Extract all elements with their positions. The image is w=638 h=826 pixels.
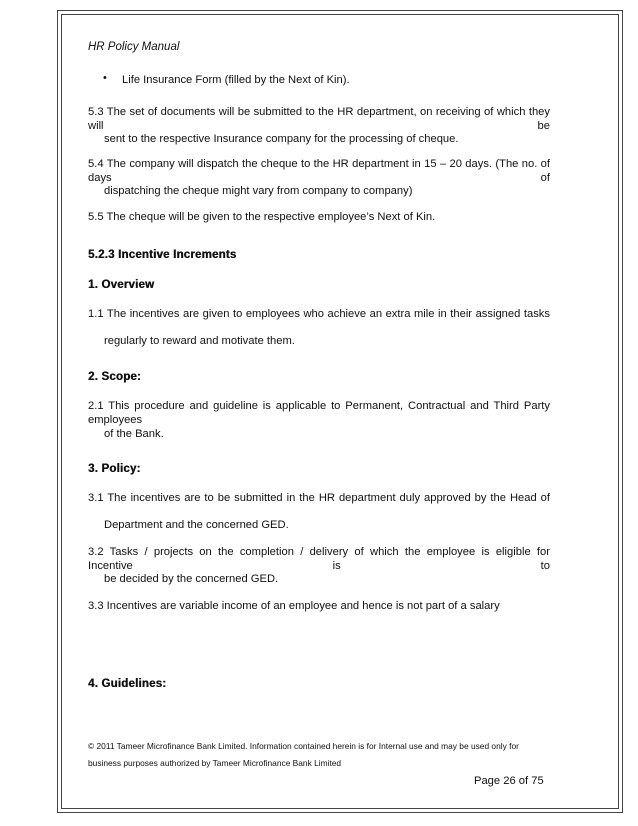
document-header: HR Policy Manual bbox=[88, 41, 180, 53]
para-3-1-line2: Department and the concerned GED. bbox=[104, 519, 289, 531]
para-2-1-line2: of the Bank. bbox=[104, 428, 164, 440]
heading-scope: 2. Scope: bbox=[88, 371, 141, 383]
para-5-5: 5.5 The cheque will be given to the respective employee’s Next of Kin. bbox=[88, 211, 436, 223]
para-3-2-line1: 3.2 Tasks / projects on the completion / delivery of which the employee is eligible for Incentive is to bbox=[88, 546, 550, 572]
bullet-icon: • bbox=[103, 72, 107, 84]
para-5-4-line2: dispatching the cheque might vary from company to company) bbox=[104, 185, 413, 197]
para-2-1-line1: 2.1 This procedure and guideline is applicable to Permanent, Contractual and Third Party employees bbox=[88, 400, 550, 426]
para-1-1-line2: regularly to reward and motivate them. bbox=[104, 335, 295, 347]
heading-overview: 1. Overview bbox=[88, 279, 155, 291]
para-1-1-line1: 1.1 The incentives are given to employees who achieve an extra mile in their assigned tasks bbox=[88, 308, 550, 320]
para-3-2-line2: be decided by the concerned GED. bbox=[104, 573, 279, 585]
heading-policy: 3. Policy: bbox=[88, 463, 141, 475]
para-3-3: 3.3 Incentives are variable income of an employee and hence is not part of a salary bbox=[88, 600, 500, 612]
footer-copyright-line2: business purposes authorized by Tameer Microfinance Bank Limited bbox=[88, 758, 342, 768]
para-5-3-line2: sent to the respective Insurance company for the processing of cheque. bbox=[104, 133, 459, 145]
page-number: Page 26 of 75 bbox=[474, 775, 544, 787]
para-5-3-line1: 5.3 The set of documents will be submitted to the HR department, on receiving of which they will be bbox=[88, 106, 550, 132]
heading-guidelines: 4. Guidelines: bbox=[88, 678, 167, 690]
footer-copyright-line1: © 2011 Tameer Microfinance Bank Limited. Information contained herein is for Internal use and may be used only for bbox=[88, 741, 519, 751]
para-5-4-line1: 5.4 The company will dispatch the cheque to the HR department in 15 – 20 days. (The no. of days of bbox=[88, 158, 550, 184]
bullet-item-life-insurance: Life Insurance Form (filled by the Next of Kin). bbox=[122, 74, 350, 86]
section-heading-incentive-increments: 5.2.3 Incentive Increments bbox=[88, 249, 237, 261]
para-3-1-line1: 3.1 The incentives are to be submitted in the HR department duly approved by the Head of bbox=[88, 492, 550, 504]
